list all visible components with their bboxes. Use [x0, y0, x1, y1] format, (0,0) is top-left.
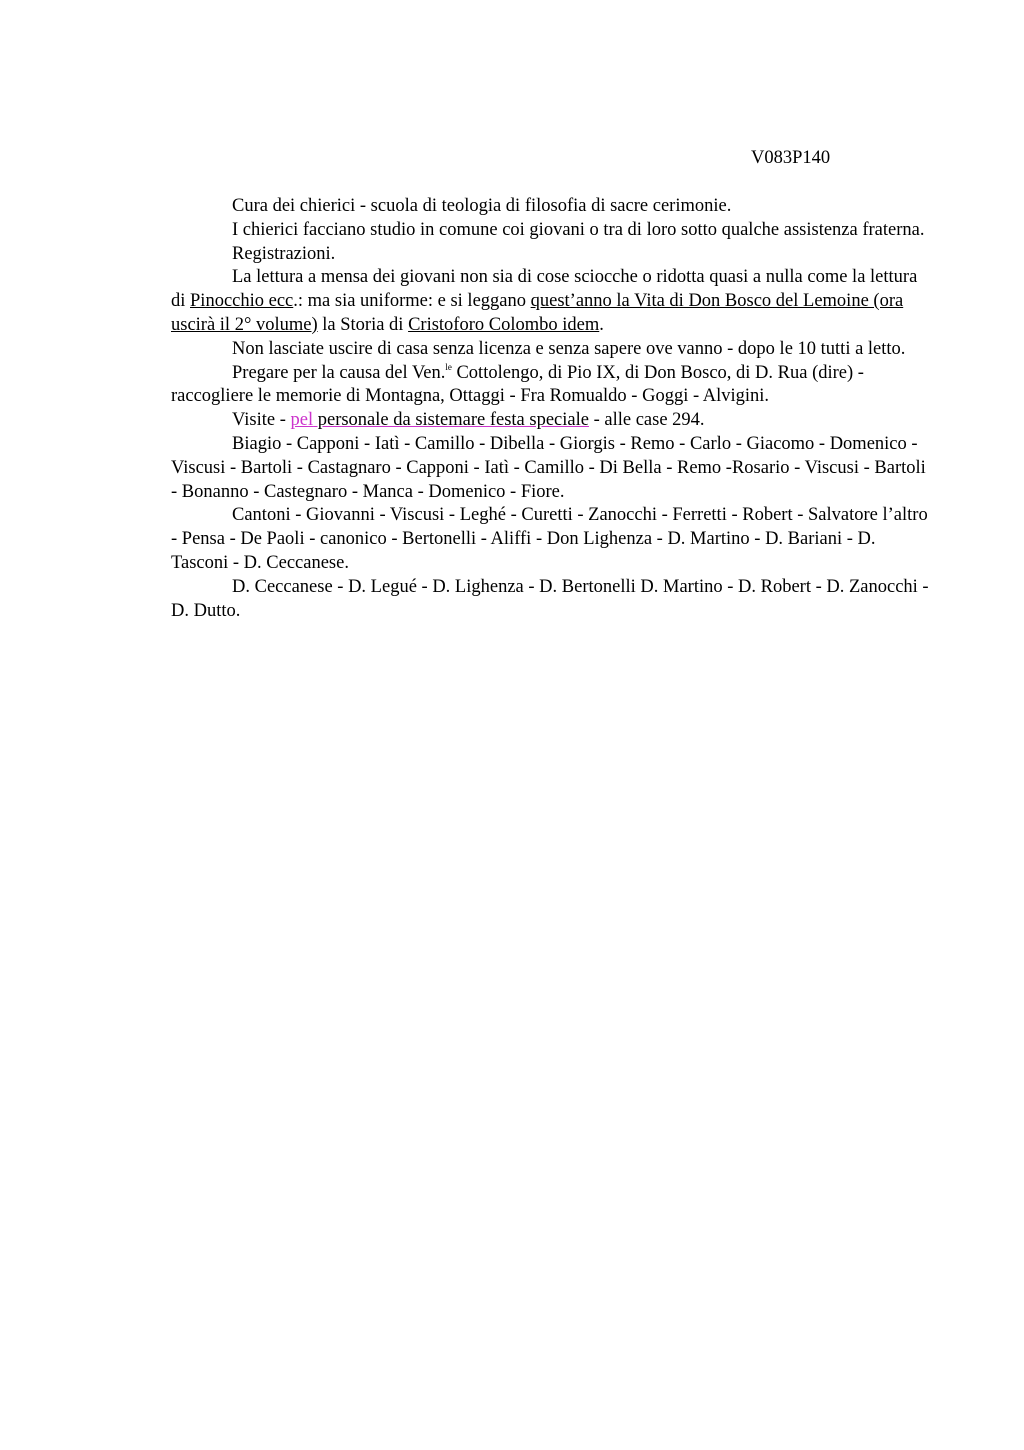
pray-text-1: Pregare per la causa del Ven.	[232, 362, 446, 383]
colombo-underlined: Cristoforo Colombo idem	[408, 314, 600, 335]
pinocchio-underlined: Pinocchio ecc	[190, 291, 294, 312]
paragraph-names-list-1: Biagio - Capponi - Iatì - Camillo - Dibella - Giorgis - Remo - Carlo - Giacomo - Domenico - Viscusi - Bartoli - Castagnaro - Capponi - Iatì - Camillo - Di Bella - Remo -Rosario - Viscusi - Bartoli - Bonanno - Castegnaro - Manca - Domenico - Fiore.	[171, 433, 926, 502]
paragraph-names-list-2: Cantoni - Giovanni - Viscusi - Leghé - Curetti - Zanocchi - Ferretti - Robert - Salvatore l’altro - Pensa - De Paoli - canonico - Bertonelli - Aliffi - Don Lighenza - D. Martino - D. Bariani - D. Tasconi - D. Ceccanese.	[171, 505, 928, 573]
paragraph-leave-house: Non lasciate uscire di casa senza licenza e senza sapere ove vanno - dopo le 10 tutti a letto.	[232, 338, 906, 359]
paragraph-names-list-3: D. Ceccanese - D. Legué - D. Lighenza - D. Bertonelli D. Martino - D. Robert - D. Zanocchi - D. Dutto.	[171, 576, 929, 621]
paragraph-pray-causes	[171, 362, 931, 410]
paragraph-table-reading	[171, 266, 931, 337]
visits-text-1: Visite -	[232, 410, 291, 431]
paragraph-registrations: Registrazioni.	[232, 243, 336, 264]
pel-edit-mark: pel	[290, 410, 314, 431]
superscript-le: le	[445, 361, 452, 372]
reading-text-4: .	[599, 314, 604, 335]
paragraph-clerics-care: Cura dei chierici - scuola di teologia di filosofia di sacre cerimonie.	[232, 196, 732, 216]
paragraph-clerics-study: I chierici facciano studio in comune coi giovani o tra di loro sotto qualche assistenza fraterna.	[232, 219, 925, 240]
document-body	[171, 195, 931, 623]
reading-text-2: .: ma sia uniforme: e si leggano	[293, 291, 531, 312]
reading-text-1: La lettura a mensa dei giovani non sia di cose sciocche o ridotta quasi a nulla come la lettura di	[171, 267, 918, 312]
paragraph-visits	[171, 409, 931, 433]
pray-text-2: Cottolengo, di Pio IX, di Don Bosco, di D. Rua (dire) - raccogliere le memorie di Montagna, Ottaggi - Fra Romualdo - Goggi - Alvigini.	[171, 362, 864, 407]
visits-underlined: personale da sistemare festa speciale	[313, 410, 589, 431]
page-code: V083P140	[751, 148, 831, 168]
vita-don-bosco-underlined: quest’anno la Vita di Don Bosco del Lemoine (ora uscirà il 2° volume)	[171, 291, 904, 335]
reading-text-3: la Storia di	[317, 314, 409, 335]
visits-text-2: - alle case 294.	[588, 410, 705, 431]
